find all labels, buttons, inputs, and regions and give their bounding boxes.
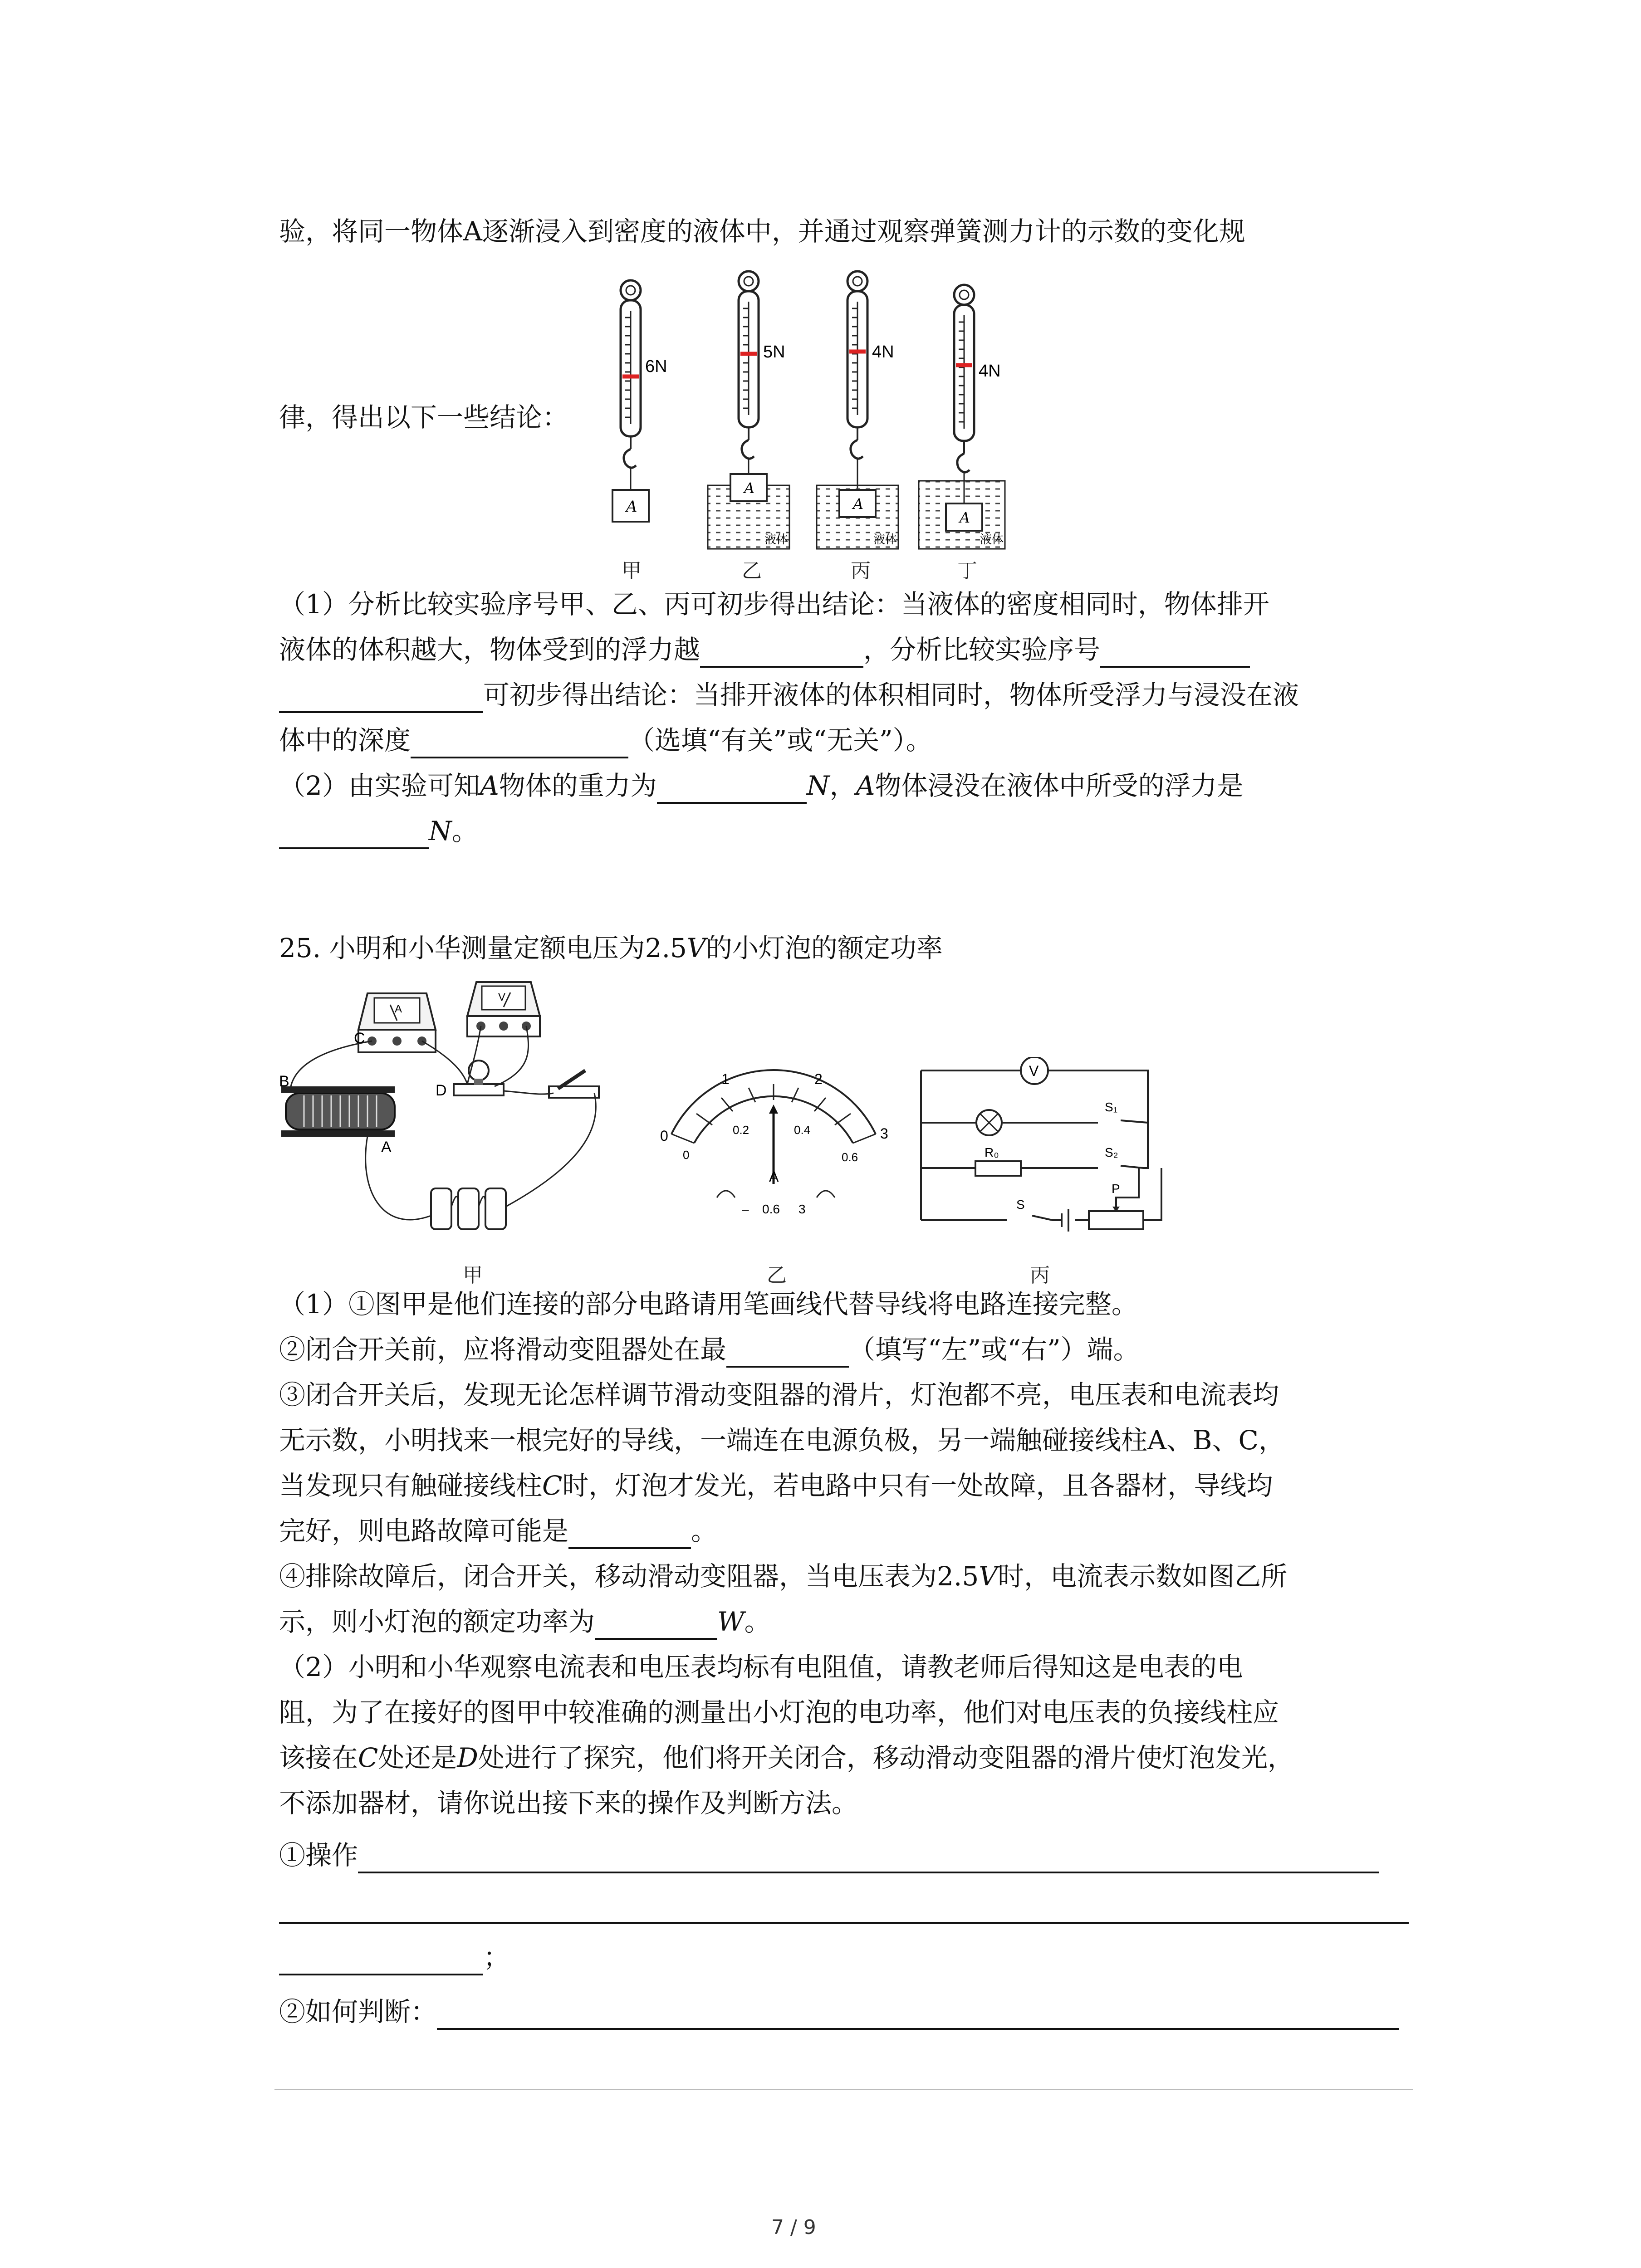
- block-label-ding: A: [960, 509, 970, 526]
- svg-text:3: 3: [798, 1202, 806, 1216]
- q25-t3: 该接在C处还是D处进行了探究，他们将开关闭合，移动滑动变阻器的滑片使灯泡发光，: [279, 1742, 1294, 1773]
- svg-text:P: P: [1112, 1182, 1120, 1196]
- spring-balance-ding: [919, 285, 1005, 549]
- q25-s3c: 当发现只有触碰接线柱C时，灯泡才发光，若电路中只有一处故障，且各器材，导线均: [279, 1470, 1273, 1501]
- q25-t2: 阻，为了在接好的图甲中较准确的测量出小灯泡的电功率，他们对电压表的负接线柱应: [279, 1697, 1279, 1728]
- reading-ding: 4N: [979, 362, 1001, 381]
- terminal-label-A: A: [381, 1139, 392, 1156]
- svg-text:0.6: 0.6: [762, 1202, 780, 1216]
- q25-t1: （2）小明和小华观察电流表和电压表均标有电阻值，请教老师后得知这是电表的电: [279, 1652, 1243, 1682]
- terminal-label-C: C: [354, 1030, 365, 1047]
- reading-jia: 6N: [645, 357, 667, 376]
- caption-yi: 乙: [742, 559, 762, 582]
- svg-text:0: 0: [683, 1148, 690, 1162]
- liquid-label-yi: 液体: [764, 533, 789, 546]
- answer-blank-experiment-numbers-cont[interactable]: [279, 683, 483, 713]
- caption-q25-jia: 甲: [463, 1264, 483, 1287]
- svg-text:A: A: [769, 1168, 779, 1185]
- reading-bing: 4N: [872, 342, 894, 362]
- answer-blank-experiment-numbers[interactable]: [1100, 638, 1250, 668]
- circuit-schematic-figure: [916, 1057, 1171, 1238]
- svg-text:S₂: S₂: [1105, 1145, 1118, 1159]
- answer-blank-buoyancy-trend[interactable]: [700, 638, 863, 668]
- q25-operation-end: ；: [279, 1939, 509, 1975]
- q25-judge: ②如何判断：: [279, 1994, 1399, 2030]
- svg-text:0.6: 0.6: [842, 1150, 858, 1164]
- q25-title: 25. 小明和小华测量定额电压为2.5V的小灯泡的额定功率: [279, 933, 943, 963]
- svg-text:S: S: [1016, 1198, 1025, 1212]
- q25-s4a: ④排除故障后，闭合开关，移动滑动变阻器，当电压表为2.5V时，电流表示数如图乙所: [279, 1561, 1288, 1592]
- q24-line-1: 验，将同一物体A逐渐浸入到密度的液体中，并通过观察弹簧测力计的示数的变化规: [279, 216, 1245, 247]
- spring-balance-yi: [708, 271, 789, 549]
- answer-blank-depth-relation[interactable]: [411, 728, 628, 758]
- answer-line-operation[interactable]: [358, 1843, 1379, 1873]
- q25-s4b: 示，则小灯泡的额定功率为 W。: [279, 1603, 771, 1640]
- svg-text:V: V: [1029, 1063, 1039, 1079]
- q24-part1-line-c: 可初步得出结论：当排开液体的体积相同时，物体所受浮力与浸没在液: [279, 677, 1299, 713]
- circuit-apparatus-figure: [277, 980, 640, 1252]
- svg-text:V: V: [498, 991, 506, 1003]
- caption-jia: 甲: [622, 559, 642, 582]
- terminal-label-B: B: [279, 1073, 289, 1090]
- reading-yi: 5N: [763, 342, 785, 362]
- spring-balance-jia: [612, 280, 667, 522]
- svg-text:0.2: 0.2: [733, 1123, 749, 1137]
- q25-s1: （1）①图甲是他们连接的部分电路请用笔画线代替导线将电路连接完整。: [279, 1289, 1138, 1320]
- liquid-label-ding: 液体: [980, 533, 1004, 546]
- lamp: [454, 1061, 504, 1095]
- q24-part1-line-d: 体中的深度 （选填“有关”或“无关”）。: [279, 722, 932, 758]
- caption-ding: 丁: [957, 559, 977, 582]
- answer-blank-buoyant-force[interactable]: [279, 819, 429, 849]
- switch: [549, 1070, 599, 1098]
- q24-part1-line-a: （1）分析比较实验序号甲、乙、丙可初步得出结论：当液体的密度相同时，物体排开: [279, 589, 1269, 620]
- svg-text:0: 0: [660, 1128, 668, 1144]
- batteries: [431, 1188, 506, 1229]
- svg-text:2: 2: [814, 1071, 823, 1087]
- spring-balance-figure: [585, 268, 1039, 594]
- answer-blank-rated-power[interactable]: [595, 1610, 717, 1640]
- svg-text:0.4: 0.4: [794, 1123, 811, 1137]
- q25-operation: ①操作: [279, 1837, 1379, 1873]
- block-label-yi: A: [744, 479, 755, 497]
- spring-balance-bing: [817, 271, 898, 549]
- voltmeter: [467, 982, 540, 1036]
- answer-line-operation-3[interactable]: [279, 1945, 483, 1975]
- q24-line-2: 律，得出以下一些结论：: [279, 402, 569, 433]
- q25-s3d: 完好，则电路故障可能是 。: [279, 1513, 717, 1549]
- svg-text:3: 3: [880, 1125, 888, 1142]
- q24-part2-line-b: N。: [279, 813, 478, 849]
- q25-s3b: 无示数，小明找来一根完好的导线，一端连在电源负极，另一端触碰接线柱A、B、C，: [279, 1425, 1285, 1456]
- answer-blank-fault[interactable]: [568, 1519, 691, 1549]
- svg-text:R₀: R₀: [985, 1145, 999, 1159]
- q25-s3a: ③闭合开关后，发现无论怎样调节滑动变阻器的滑片，灯泡都不亮，电压表和电流表均: [279, 1379, 1279, 1410]
- svg-text:–: –: [742, 1202, 749, 1216]
- svg-text:S₁: S₁: [1105, 1100, 1118, 1114]
- block-label-bing: A: [853, 495, 864, 513]
- ammeter: [358, 993, 436, 1052]
- footer-divider: [274, 2089, 1413, 2090]
- answer-line-judge[interactable]: [437, 2000, 1399, 2030]
- q24-part1-line-b: 液体的体积越大，物体受到的浮力越 ，分析比较实验序号: [279, 631, 1250, 668]
- terminal-label-D: D: [436, 1082, 447, 1099]
- caption-q25-yi: 乙: [767, 1264, 787, 1287]
- q24-part2-line-a: （2）由实验可知A物体的重力为 N，A物体浸没在液体中所受的浮力是: [279, 767, 1243, 804]
- answer-blank-rheostat-end[interactable]: [726, 1338, 849, 1368]
- caption-q25-bing: 丙: [1030, 1264, 1050, 1287]
- rheostat: [281, 1086, 395, 1137]
- svg-text:A: A: [395, 1003, 402, 1015]
- page-number: 7 / 9: [771, 2216, 816, 2239]
- caption-bing: 丙: [851, 559, 871, 582]
- answer-blank-weight[interactable]: [657, 774, 807, 804]
- ammeter-dial-figure: [653, 1066, 898, 1229]
- answer-line-operation-2[interactable]: [279, 1894, 1409, 1924]
- svg-text:1: 1: [721, 1071, 730, 1087]
- q25-t4: 不添加器材，请你说出接下来的操作及判断方法。: [279, 1788, 858, 1818]
- liquid-label-bing: 液体: [873, 533, 897, 546]
- block-label-jia: A: [626, 498, 637, 516]
- q25-s2: ②闭合开关前，应将滑动变阻器处在最 （填写“左”或“右”）端。: [279, 1331, 1140, 1368]
